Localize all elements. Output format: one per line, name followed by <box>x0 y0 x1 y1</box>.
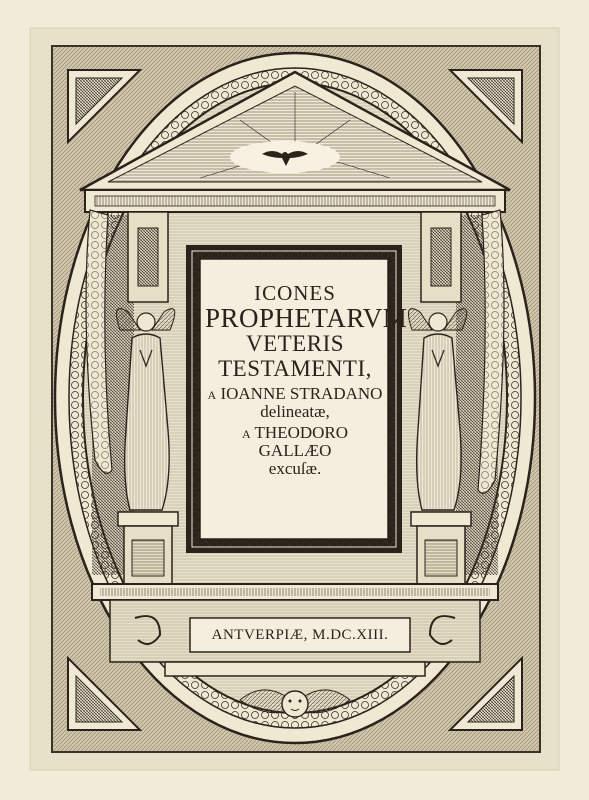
credit-line-excusae: excuſæ. <box>268 459 322 479</box>
title-line-icones: ICONES <box>254 281 336 305</box>
title-line-testamenti: TESTAMENTI, <box>218 355 372 381</box>
lower-cornice <box>165 662 425 676</box>
title-line-prophetarum: PROPHETARVM <box>205 303 408 334</box>
title-line-veteris: VETERIS <box>245 331 345 357</box>
credit-line-delineatae: delineatæ, <box>260 401 330 421</box>
title-text-block <box>205 268 408 538</box>
imprint-text: ANTVERPIÆ, M.DC.XIII. <box>211 627 389 643</box>
credit-line-stradano: a IOANNE STRADANO <box>207 383 383 403</box>
credit-line-galle: a THEODORO GALLÆO <box>241 423 349 461</box>
